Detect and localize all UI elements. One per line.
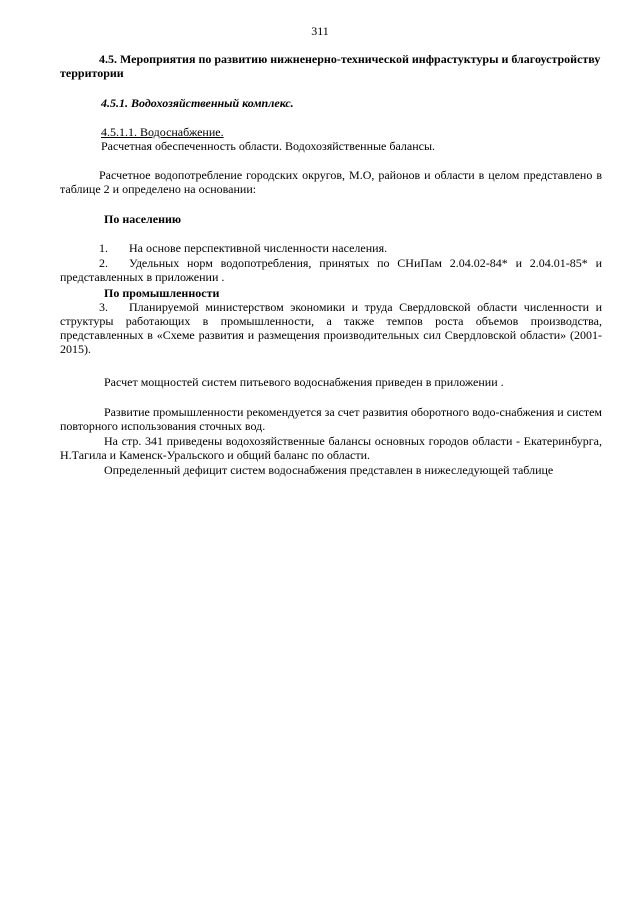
list-item xyxy=(60,241,602,255)
list-item-text: На основе перспективной численности населения. xyxy=(129,241,388,255)
list-item-number: 3. xyxy=(99,300,108,314)
subsection-title: 4.5.1. Водохозяйственный комплекс. xyxy=(101,96,294,110)
list-item-number: 1. xyxy=(99,241,108,255)
list-item xyxy=(60,256,602,284)
subsubsection-title: 4.5.1.1. Водоснабжение. xyxy=(101,125,224,139)
list-item-text: Планируемой министерством экономики и труда Свердловской области численности и структуры работающих в промышленности, а также темпов роста объемов производства, представленных в «Схеме развития и размещения производительных сил Свердловской области» (2001-2015). xyxy=(60,300,602,356)
section-title: 4.5. Мероприятия по развитию нижненерно-технической инфрастуктуры и благоустройству территории xyxy=(60,52,601,80)
paragraph-deficit: Определенный дефицит систем водоснабжения представлен в нижеследующей таблице xyxy=(104,463,554,477)
paragraph-development: Развитие промышленности рекомендуется за счет развития оборотного водо-снабжения и систем повторного использования сточных вод. xyxy=(60,405,602,433)
list-item-number: 2. xyxy=(99,256,108,270)
paragraph-balances: На стр. 341 приведены водохозяйственные балансы основных городов области - Екатеринбурга, Н.Тагила и Каменск-Уральского и общий баланс по области. xyxy=(60,434,602,462)
intro-line: Расчетная обеспеченность области. Водохозяйственные балансы. xyxy=(101,139,436,153)
paragraph-capacity: Расчет мощностей систем питьевого водоснабжения приведен в приложении . xyxy=(104,375,504,389)
list-item-text: Удельных норм водопотребления, принятых по СНиПам 2.04.02-84* и 2.04.01-85* и представленных в приложении . xyxy=(60,256,602,284)
page-number: 311 xyxy=(311,24,329,38)
list-item xyxy=(60,300,602,356)
heading-population: По населению xyxy=(104,212,182,226)
heading-industry: По промышленности xyxy=(104,286,220,300)
paragraph-consumption: Расчетное водопотребление городских округов, М.О, районов и области в целом представлено в таблице 2 и определено на основании: xyxy=(60,168,602,196)
